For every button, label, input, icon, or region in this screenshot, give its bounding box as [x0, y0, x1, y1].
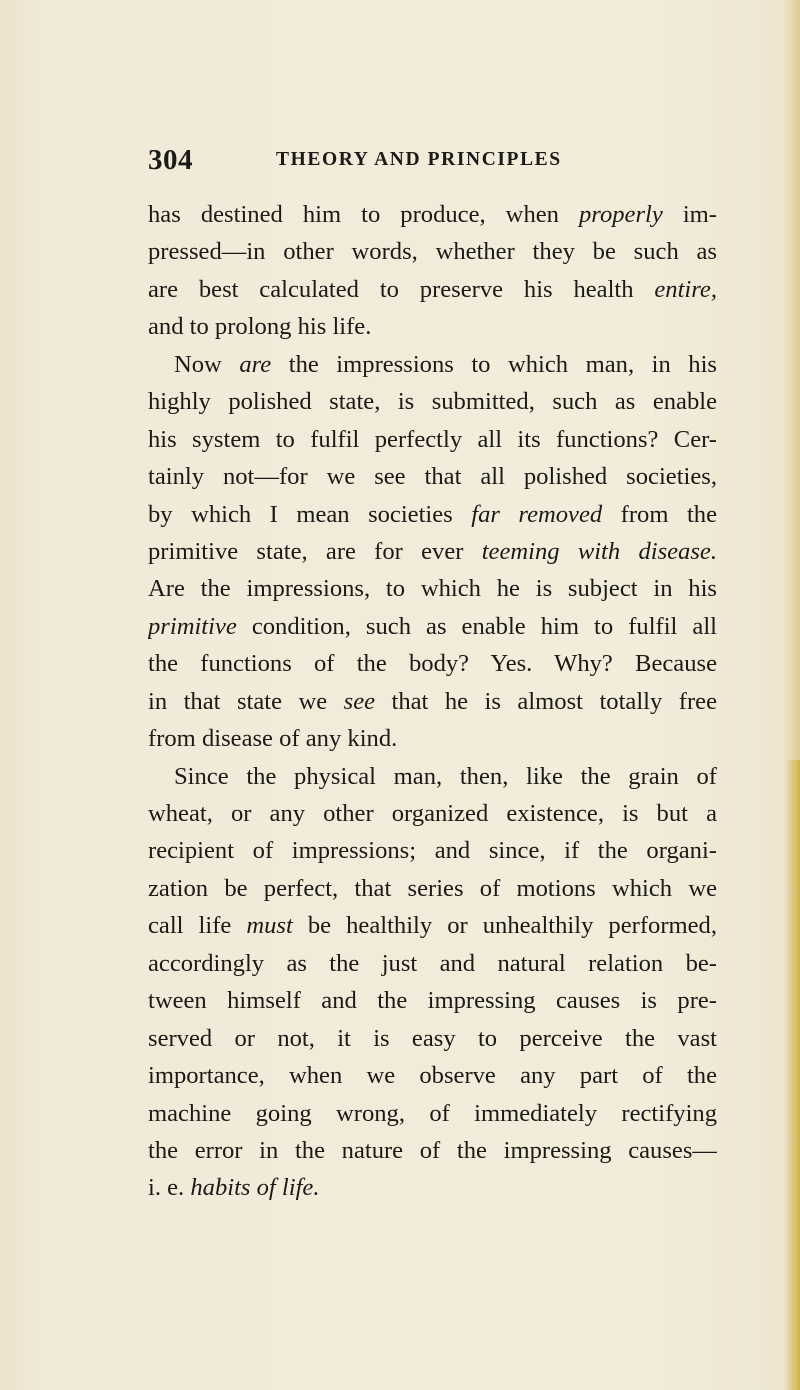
body-text: [148, 196, 717, 1207]
text-line: zation be perfect, that series of motions which we: [148, 874, 717, 902]
text-line: accordingly as the just and natural relation be-: [148, 949, 717, 977]
text-line: served or not, it is easy to perceive the vast: [148, 1024, 717, 1052]
text-line: his system to fulfil perfectly all its functions? Cer-: [148, 425, 717, 453]
text-line: importance, when we observe any part of the: [148, 1062, 717, 1090]
text-line: recipient of impressions; and since, if the organi-: [148, 837, 717, 865]
text-line: pressed—in other words, whether they be such as: [148, 238, 717, 266]
text-line: has destined him to produce, when properly im-: [148, 201, 717, 228]
text-line: Are the impressions, to which he is subject in his: [148, 575, 717, 603]
text-line: from disease of any kind.: [148, 725, 398, 753]
text-line: machine going wrong, of immediately rectifying: [148, 1099, 717, 1127]
page-number: 304: [148, 144, 193, 176]
text-line: are best calculated to preserve his health entire,: [148, 275, 717, 303]
text-line: Now are the impressions to which man, in his: [174, 350, 717, 378]
text-line: primitive state, are for ever teeming with disease.: [148, 537, 717, 565]
text-line: tween himself and the impressing causes is pre-: [148, 987, 717, 1015]
text-line: tainly not—for we see that all polished societies,: [148, 463, 717, 491]
text-line: highly polished state, is submitted, such as enable: [148, 388, 717, 416]
text-line: Since the physical man, then, like the grain of: [174, 762, 717, 790]
text-line: the functions of the body? Yes. Why? Because: [148, 650, 717, 678]
page-edge-stain: [786, 760, 800, 1390]
text-line: call life must be healthily or unhealthily performed,: [148, 912, 717, 940]
text-line: and to prolong his life.: [148, 313, 372, 341]
text-line: i. e. habits of life.: [148, 1174, 320, 1202]
page-header: [148, 140, 668, 180]
text-line: in that state we see that he is almost totally free: [148, 687, 717, 715]
text-line: by which I mean societies far removed from the: [148, 500, 717, 528]
text-line: primitive condition, such as enable him to fulfil all: [148, 612, 717, 640]
running-head: THEORY AND PRINCIPLES: [276, 149, 562, 170]
text-line: wheat, or any other organized existence, is but a: [148, 800, 717, 827]
text-line: the error in the nature of the impressing causes—: [148, 1136, 717, 1164]
